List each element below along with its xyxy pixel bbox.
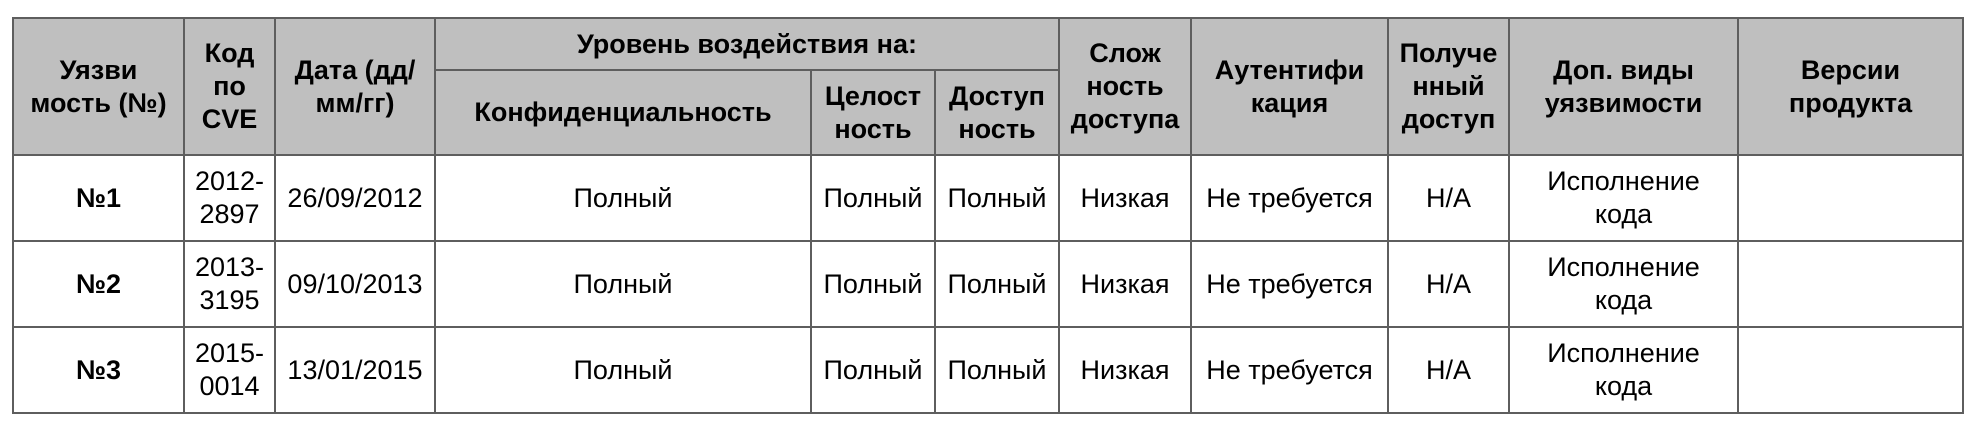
cell-access: Н/А: [1388, 241, 1509, 327]
vulnerability-table: [12, 17, 1964, 414]
cell-access: Н/А: [1388, 155, 1509, 241]
header-impact-conf: Конфиденциальность: [435, 70, 811, 155]
cell-vuln: №2: [13, 241, 184, 327]
cell-cve: 2013- 3195: [184, 241, 275, 327]
cell-integ: Полный: [811, 327, 935, 413]
cell-conf: Полный: [435, 241, 811, 327]
header-row-top: [13, 18, 1963, 70]
vulnerability-table-container: [12, 17, 1964, 414]
header-impact-avail: Доступ ность: [935, 70, 1059, 155]
header-impact-group: Уровень воздействия на:: [435, 18, 1059, 70]
cell-auth: Не требуется: [1191, 327, 1388, 413]
header-extra: Доп. виды уязвимости: [1509, 18, 1738, 155]
cell-integ: Полный: [811, 155, 935, 241]
cell-conf: Полный: [435, 327, 811, 413]
header-complexity: Слож ность доступа: [1059, 18, 1191, 155]
cell-versions: [1738, 241, 1963, 327]
cell-auth: Не требуется: [1191, 241, 1388, 327]
cell-complexity: Низкая: [1059, 155, 1191, 241]
cell-vuln: №1: [13, 155, 184, 241]
cell-complexity: Низкая: [1059, 327, 1191, 413]
header-versions: Версии продукта: [1738, 18, 1963, 155]
cell-extra: Исполнение кода: [1509, 155, 1738, 241]
cell-date: 13/01/2015: [275, 327, 435, 413]
header-access: Получе нный доступ: [1388, 18, 1509, 155]
cell-complexity: Низкая: [1059, 241, 1191, 327]
header-vuln: Уязви мость (№): [13, 18, 184, 155]
cell-date: 26/09/2012: [275, 155, 435, 241]
cell-vuln: №3: [13, 327, 184, 413]
cell-versions: [1738, 327, 1963, 413]
cell-avail: Полный: [935, 241, 1059, 327]
header-auth: Аутентифи кация: [1191, 18, 1388, 155]
header-cve: Код по CVE: [184, 18, 275, 155]
header-impact-integ: Целост ность: [811, 70, 935, 155]
table-row: [13, 241, 1963, 327]
cell-avail: Полный: [935, 327, 1059, 413]
cell-cve: 2015- 0014: [184, 327, 275, 413]
cell-access: Н/А: [1388, 327, 1509, 413]
cell-cve: 2012- 2897: [184, 155, 275, 241]
table-row: [13, 155, 1963, 241]
cell-extra: Исполнение кода: [1509, 327, 1738, 413]
cell-avail: Полный: [935, 155, 1059, 241]
table-row: [13, 327, 1963, 413]
cell-integ: Полный: [811, 241, 935, 327]
cell-extra: Исполнение кода: [1509, 241, 1738, 327]
cell-auth: Не требуется: [1191, 155, 1388, 241]
cell-versions: [1738, 155, 1963, 241]
cell-conf: Полный: [435, 155, 811, 241]
cell-date: 09/10/2013: [275, 241, 435, 327]
header-date: Дата (дд/ мм/гг): [275, 18, 435, 155]
